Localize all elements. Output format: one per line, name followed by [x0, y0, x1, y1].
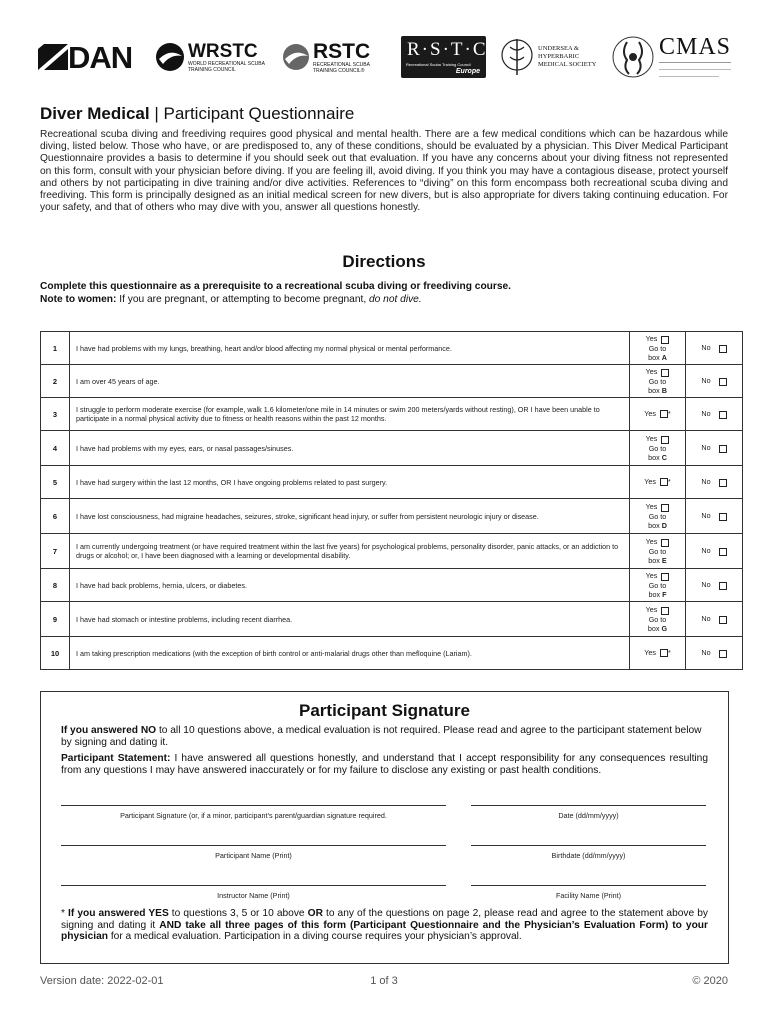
question-number: 2: [41, 365, 70, 398]
no-checkbox[interactable]: [719, 582, 727, 590]
question-row: [41, 332, 743, 365]
no-option: [686, 534, 743, 569]
uhms-logo: UNDERSEA & HYPERBARIC MEDICAL SOCIETY: [500, 32, 596, 82]
yes-option: [630, 332, 686, 365]
facility-name-line[interactable]: [471, 885, 706, 886]
question-row: [41, 637, 743, 670]
participant-signature-section: [40, 691, 729, 964]
page-number: 1 of 3: [370, 975, 398, 987]
no-label: No: [701, 343, 711, 353]
yes-checkbox[interactable]: [661, 504, 669, 512]
yes-checkbox[interactable]: [661, 369, 669, 377]
goto-box-letter: A: [661, 352, 667, 362]
yes-option: [630, 499, 686, 534]
version-date: Version date: 2022-02-01: [40, 975, 164, 987]
questions-table: [40, 331, 743, 670]
yes-checkbox[interactable]: [661, 573, 669, 581]
wrstc-logo: WRSTC WORLD RECREATIONAL SCUBA TRAINING COUNCIL: [155, 32, 270, 82]
yes-label: Yes: [645, 605, 658, 615]
yes-checkbox[interactable]: [660, 649, 668, 657]
no-option: [686, 466, 743, 499]
no-answers-paragraph: If you answered NO to all 10 questions above, a medical evaluation is not required. Please read and agree to the participant statement below by signing and dating it.: [61, 725, 702, 748]
question-number: 3: [41, 398, 70, 431]
directions-note: Note to women: If you are pregnant, or attempting to become pregnant, do not dive.: [40, 294, 422, 305]
directions-instruction: Complete this questionnaire as a prerequisite to a recreational scuba diving or freediving course.: [40, 281, 512, 292]
asterisk-mark: *: [668, 479, 671, 486]
asterisk-mark: *: [668, 411, 671, 418]
no-checkbox[interactable]: [719, 548, 727, 556]
box-label: box: [648, 520, 660, 530]
yes-label: Yes: [644, 477, 656, 486]
intro-paragraph: Recreational scuba diving and freediving requires good physical and mental health. There are a few medical conditions which can be hazardous while diving, listed below. Those who have, or are predisposed to, any of these conditions, should be evaluated by a physician. This Diver Medical Participant Questionnaire provides a basis to determine if you should seek out that evaluation. If you have any concerns about your diving fitness not represented on this form, consult with your physician before diving. If you are feeling ill, avoid diving. If you think you may have a contagious disease, protect yourself and others by not participating in dive training and/or dive activities. References to “diving” on this form encompass both recreational scuba diving and freediving. This form is principally designed as an initial medical screen for new divers, but is also appropriate for divers taking continuing education. For your safety, and that of others who may dive with you, answer all questions honestly.: [40, 129, 728, 214]
dan-flag-icon: [38, 44, 68, 70]
yes-option: [630, 602, 686, 637]
cmas-logo: CMAS: [609, 32, 731, 82]
dan-logo: DAN: [38, 32, 132, 82]
yes-checkbox[interactable]: [661, 607, 669, 615]
no-checkbox[interactable]: [719, 378, 727, 386]
goto-box-letter: G: [661, 623, 668, 633]
participant-statement: Participant Statement: I have answered all questions honestly, and understand that I accept responsibility for any consequences resulting from any questions I may have answered inaccurately or for my failure to disclose any existing or past health conditions.: [61, 753, 708, 776]
goto-box-letter: E: [661, 555, 667, 565]
no-option: [686, 637, 743, 670]
question-number: 6: [41, 499, 70, 534]
yes-label: Yes: [644, 648, 656, 657]
yes-label: Yes: [644, 409, 656, 418]
yes-checkbox[interactable]: [661, 336, 669, 344]
yes-answers-paragraph: * If you answered YES to questions 3, 5 or 10 above OR to any of the questions on page 2, please read and agree to the statement above by signing and dating it AND take all three pages of this form (Participant Questionnaire and the Physician’s Evaluation Form) to your physician for a medical evaluation. Participation in a diving course requires your physician’s approval.: [61, 908, 709, 942]
question-number: 10: [41, 637, 70, 670]
no-option: [686, 398, 743, 431]
goto-box-letter: D: [661, 520, 667, 530]
copyright: © 2020: [692, 975, 728, 987]
goto-label: Go to: [648, 580, 667, 590]
yes-option: [630, 431, 686, 466]
yes-label: Yes: [645, 571, 658, 581]
goto-box-letter: F: [662, 589, 667, 599]
no-label: No: [701, 409, 711, 419]
no-checkbox[interactable]: [719, 445, 727, 453]
question-text: I am taking prescription medications (with the exception of birth control or anti-malarial drugs other than mefloquine (Lariam).: [70, 637, 630, 670]
yes-option: [630, 534, 686, 569]
asterisk-mark: *: [668, 650, 671, 657]
box-label: box: [648, 555, 660, 565]
signature-caption: Participant Signature (or, if a minor, participant’s parent/guardian signature required.: [120, 811, 387, 820]
no-checkbox[interactable]: [719, 411, 727, 419]
question-row: [41, 466, 743, 499]
rstc-europe-logo: R·S·T·C Recreational Scuba Training Council Europe: [401, 32, 486, 82]
question-row: [41, 398, 743, 431]
yes-option: [630, 466, 686, 499]
question-text: I have had problems with my eyes, ears, or nasal passages/sinuses.: [70, 431, 630, 466]
no-label: No: [701, 614, 711, 624]
globe-diver-icon: [282, 43, 310, 71]
question-row: [41, 365, 743, 398]
caduceus-icon: [500, 35, 534, 79]
yes-option: [630, 398, 686, 431]
yes-checkbox[interactable]: [661, 539, 669, 547]
yes-option: [630, 569, 686, 602]
no-checkbox[interactable]: [719, 479, 727, 487]
signature-heading: Participant Signature: [299, 701, 470, 720]
box-label: box: [647, 623, 660, 633]
globe-diver-icon: [155, 42, 185, 72]
yes-label: Yes: [645, 537, 658, 547]
birthdate-caption: Birthdate (dd/mm/yyyy): [551, 851, 626, 860]
question-text: I struggle to perform moderate exercise (for example, walk 1.6 kilometer/one mile in 14 minutes or swim 200 meters/yards without resting), OR I have been unable to participate in a normal physical activity due to fitness or health reasons within the past 12 months.: [70, 398, 630, 431]
no-label: No: [701, 546, 711, 556]
question-row: [41, 569, 743, 602]
goto-label: Go to: [648, 511, 667, 521]
question-row: [41, 602, 743, 637]
question-number: 5: [41, 466, 70, 499]
participant-name-caption: Participant Name (Print): [215, 851, 292, 860]
page-title: Diver Medical | Participant Questionnaire: [40, 104, 355, 123]
no-label: No: [701, 648, 711, 658]
no-checkbox[interactable]: [719, 513, 727, 521]
question-number: 7: [41, 534, 70, 569]
goto-box-letter: B: [661, 385, 667, 395]
question-number: 4: [41, 431, 70, 466]
no-label: No: [701, 376, 711, 386]
box-label: box: [648, 452, 660, 462]
yes-checkbox[interactable]: [660, 410, 668, 418]
no-label: No: [701, 443, 711, 453]
no-option: [686, 332, 743, 365]
goto-label: Go to: [648, 614, 667, 624]
no-checkbox[interactable]: [719, 650, 727, 658]
question-row: [41, 499, 743, 534]
no-checkbox[interactable]: [719, 345, 727, 353]
question-text: I am currently undergoing treatment (or have required treatment within the last five years) for psychological problems, personality disorder, panic attacks, or an addiction to drugs or alcohol; or, I have been diagnosed with a learning or developmental disability.: [70, 534, 630, 569]
signature-line[interactable]: [61, 805, 446, 806]
box-label: box: [648, 352, 660, 362]
yes-checkbox[interactable]: [660, 478, 668, 486]
box-label: box: [648, 589, 661, 599]
yes-option: [630, 637, 686, 670]
no-option: [686, 365, 743, 398]
instructor-name-line[interactable]: [61, 885, 446, 886]
seahorse-emblem-icon: [609, 32, 657, 82]
no-option: [686, 499, 743, 534]
yes-label: Yes: [645, 334, 658, 344]
participant-name-line[interactable]: [61, 845, 446, 846]
no-option: [686, 602, 743, 637]
no-option: [686, 569, 743, 602]
question-text: I have had back problems, hernia, ulcers, or diabetes.: [70, 569, 630, 602]
no-option: [686, 431, 743, 466]
goto-label: Go to: [648, 376, 667, 386]
goto-box-letter: C: [661, 452, 667, 462]
instructor-name-caption: Instructor Name (Print): [217, 891, 290, 900]
yes-checkbox[interactable]: [661, 436, 669, 444]
question-number: 1: [41, 332, 70, 365]
date-line[interactable]: [471, 805, 706, 806]
rstc-logo: RSTC RECREATIONAL SCUBA TRAINING COUNCIL®: [282, 32, 388, 82]
yes-option: [630, 365, 686, 398]
date-caption: Date (dd/mm/yyyy): [558, 811, 619, 820]
no-label: No: [701, 477, 711, 487]
birthdate-line[interactable]: [471, 845, 706, 846]
question-text: I have lost consciousness, had migraine headaches, seizures, stroke, significant head injury, or suffer from persistent neurologic injury or disease.: [70, 499, 630, 534]
question-text: I have had surgery within the last 12 months, OR I have ongoing problems related to past surgery.: [70, 466, 630, 499]
facility-name-caption: Facility Name (Print): [555, 891, 622, 900]
yes-label: Yes: [645, 502, 658, 512]
question-text: I have had problems with my lungs, breathing, heart and/or blood affecting my normal physical or mental performance.: [70, 332, 630, 365]
goto-label: Go to: [648, 443, 667, 453]
yes-label: Yes: [645, 367, 658, 377]
question-text: I have had stomach or intestine problems, including recent diarrhea.: [70, 602, 630, 637]
goto-label: Go to: [648, 343, 667, 353]
no-label: No: [701, 511, 711, 521]
no-label: No: [701, 580, 711, 590]
goto-label: Go to: [648, 546, 667, 556]
box-label: box: [648, 385, 660, 395]
question-number: 8: [41, 569, 70, 602]
question-number: 9: [41, 602, 70, 637]
question-row: [41, 534, 743, 569]
yes-label: Yes: [645, 434, 658, 444]
directions-heading: Directions: [342, 252, 426, 271]
question-text: I am over 45 years of age.: [70, 365, 630, 398]
no-checkbox[interactable]: [719, 616, 727, 624]
question-row: [41, 431, 743, 466]
